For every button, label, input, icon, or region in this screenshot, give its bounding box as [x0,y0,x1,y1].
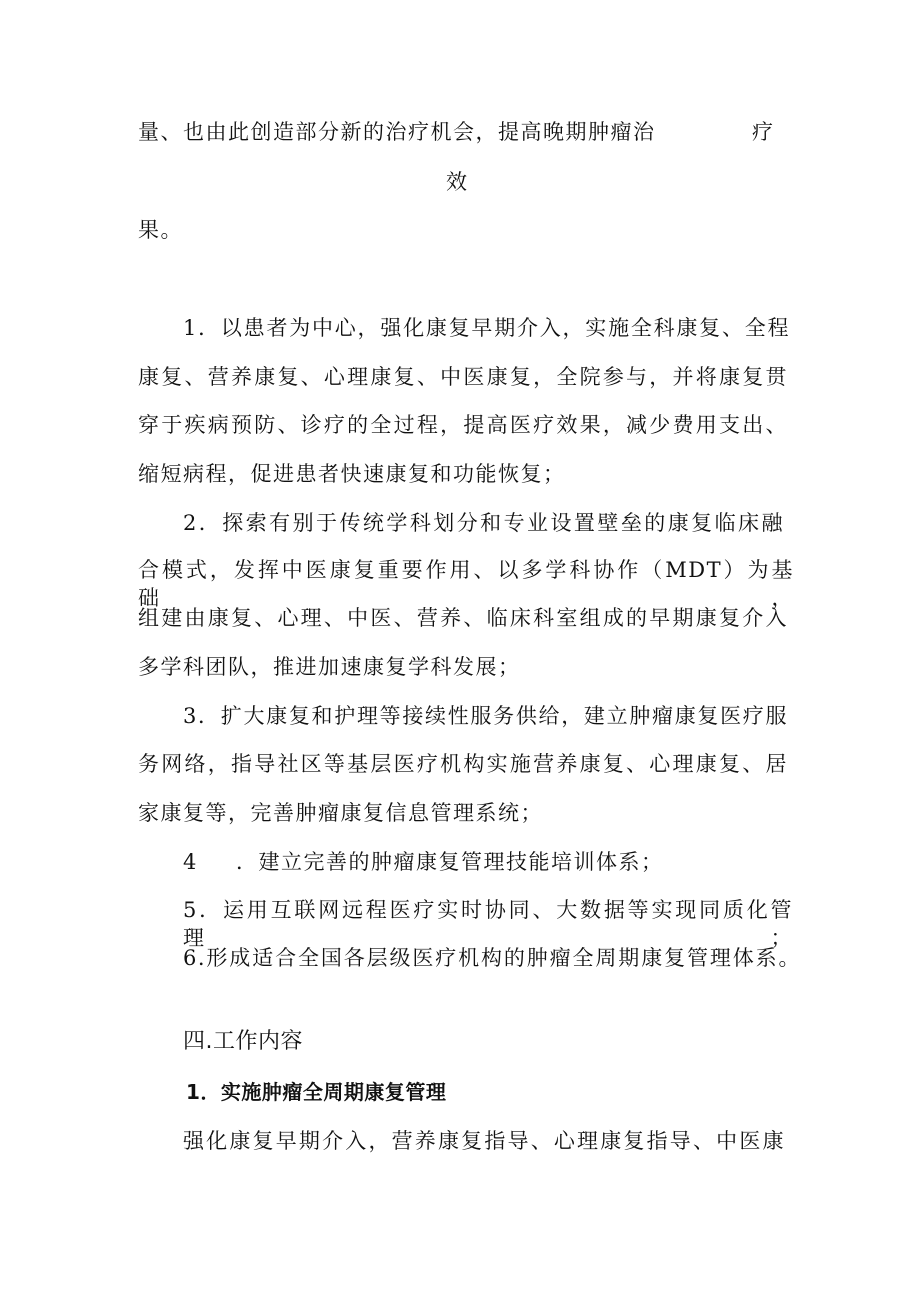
item4-text: ．建立完善的肿瘤康复管理技能培训体系； [236,850,664,874]
item2-line2: 合模式，发挥中医康复重要作用、以多学科协作（MDT）为基础， [138,558,794,610]
item3-line2: 务网络，指导社区等基层医疗机构实施营养康复、心理康复、居 [138,752,788,776]
intro-line-2: 效 [446,170,469,194]
item1-line3: 穿于疾病预防、诊疗的全过程，提高医疗效果，减少费用支出、 [138,413,788,437]
body-line: 强化康复早期介入，营养康复指导、心理康复指导、中医康 [183,1129,785,1153]
item6-line: 6.形成适合全国各层级医疗机构的肿瘤全周期康复管理体系。 [183,946,801,970]
section-heading: 四.工作内容 [183,1029,303,1054]
item2-line3: 组建由康复、心理、中医、营养、临床科室组成的早期康复介入 [138,606,788,630]
item1-line4: 缩短病程，促进患者快速康复和功能恢复； [138,462,566,486]
item2-line4: 多学科团队，推进加速康复学科发展； [138,655,521,679]
item3-line3: 家康复等，完善肿瘤康复信息管理系统； [138,801,543,825]
intro-line-1b: 疗 [752,120,775,144]
item2-line1: 2．探索有别于传统学科划分和专业设置壁垒的康复临床融 [183,511,784,535]
intro-line-1a: 量、也由此创造部分新的治疗机会，提高晚期肿瘤治 [138,120,656,144]
subsection-heading: 1．实施肿瘤全周期康复管理 [186,1080,447,1104]
item1-line1: 1．以患者为中心，强化康复早期介入，实施全科康复、全程 [183,316,790,340]
intro-line-3: 果。 [138,218,183,242]
item4-number: 4 [183,850,198,874]
item3-line1: 3．扩大康复和护理等接续性服务供给，建立肿瘤康复医疗服 [183,704,788,728]
item1-line2: 康复、营养康复、心理康复、中医康复，全院参与，并将康复贯 [138,365,788,389]
item5-line: 5．运用互联网远程医疗实时协同、大数据等实现同质化管理； [183,898,793,950]
